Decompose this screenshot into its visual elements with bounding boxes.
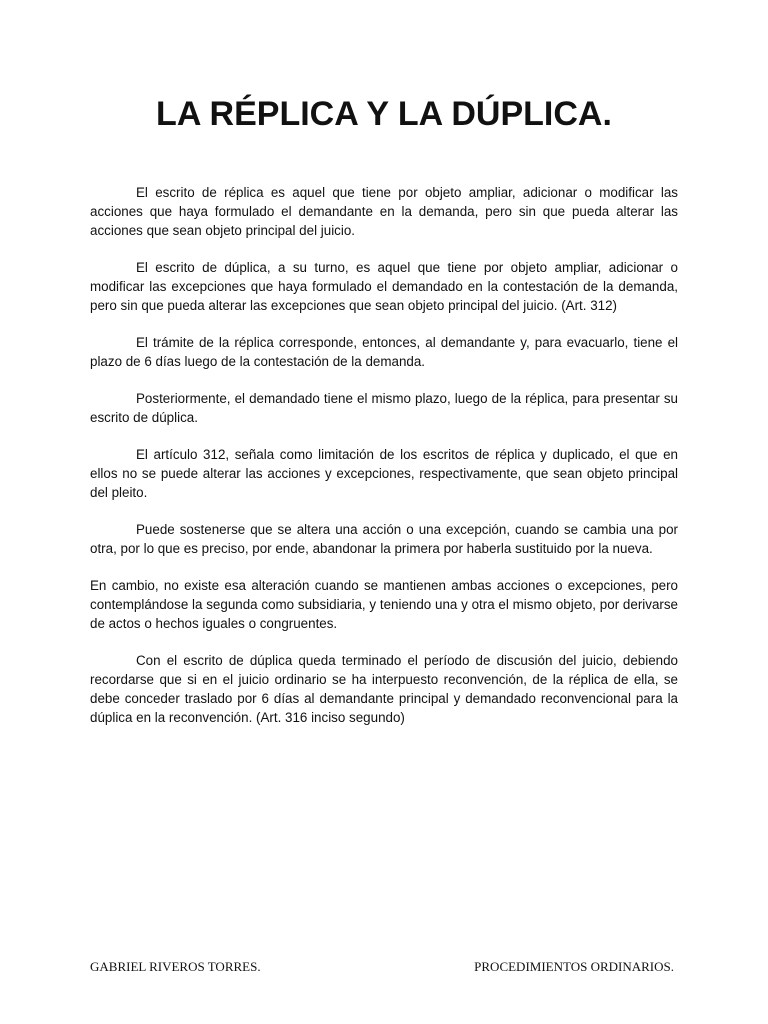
- paragraph: El trámite de la réplica corresponde, entonces, al demandante y, para evacuarlo, tiene el plazo de 6 días luego de la contestación de la demanda.: [90, 335, 678, 369]
- paragraph: En cambio, no existe esa alteración cuando se mantienen ambas acciones o excepciones, pero contemplándose la segunda como subsidiaria, y teniendo una y otra el mismo objeto, por derivarse de actos o hechos iguales o congruentes.: [90, 578, 678, 631]
- document-body: [90, 183, 678, 745]
- paragraph: El escrito de dúplica, a su turno, es aquel que tiene por objeto ampliar, adicionar o modificar las excepciones que haya formulado el demandado en la contestación de la demanda, pero sin que pueda alterar las excepciones que sean objeto principal del juicio. (Art. 312): [90, 260, 678, 313]
- paragraph: El escrito de réplica es aquel que tiene por objeto ampliar, adicionar o modificar las acciones que haya formulado el demandante en la demanda, pero sin que pueda alterar las acciones que sean objeto principal del juicio.: [90, 185, 678, 238]
- paragraph: Con el escrito de dúplica queda terminado el período de discusión del juicio, debiendo recordarse que si en el juicio ordinario se ha interpuesto reconvención, de la réplica de ella, se debe conceder traslado por 6 días al demandante principal y demandado reconvencional para la dúplica en la reconvención. (Art. 316 inciso segundo): [90, 653, 678, 725]
- paragraph: El artículo 312, señala como limitación de los escritos de réplica y duplicado, el que en ellos no se puede alterar las acciones y excepciones, respectivamente, que sean objeto principal del pleito.: [90, 447, 678, 500]
- footer-author: GABRIEL RIVEROS TORRES.: [90, 959, 261, 974]
- paragraph: Puede sostenerse que se altera una acción o una excepción, cuando se cambia una por otra, por lo que es preciso, por ende, abandonar la primera por haberla sustituido por la nueva.: [90, 522, 678, 556]
- footer-course: PROCEDIMIENTOS ORDINARIOS.: [474, 959, 674, 974]
- paragraph: Posteriormente, el demandado tiene el mismo plazo, luego de la réplica, para presentar su escrito de dúplica.: [90, 391, 678, 425]
- document-title: LA RÉPLICA Y LA DÚPLICA.: [156, 95, 612, 133]
